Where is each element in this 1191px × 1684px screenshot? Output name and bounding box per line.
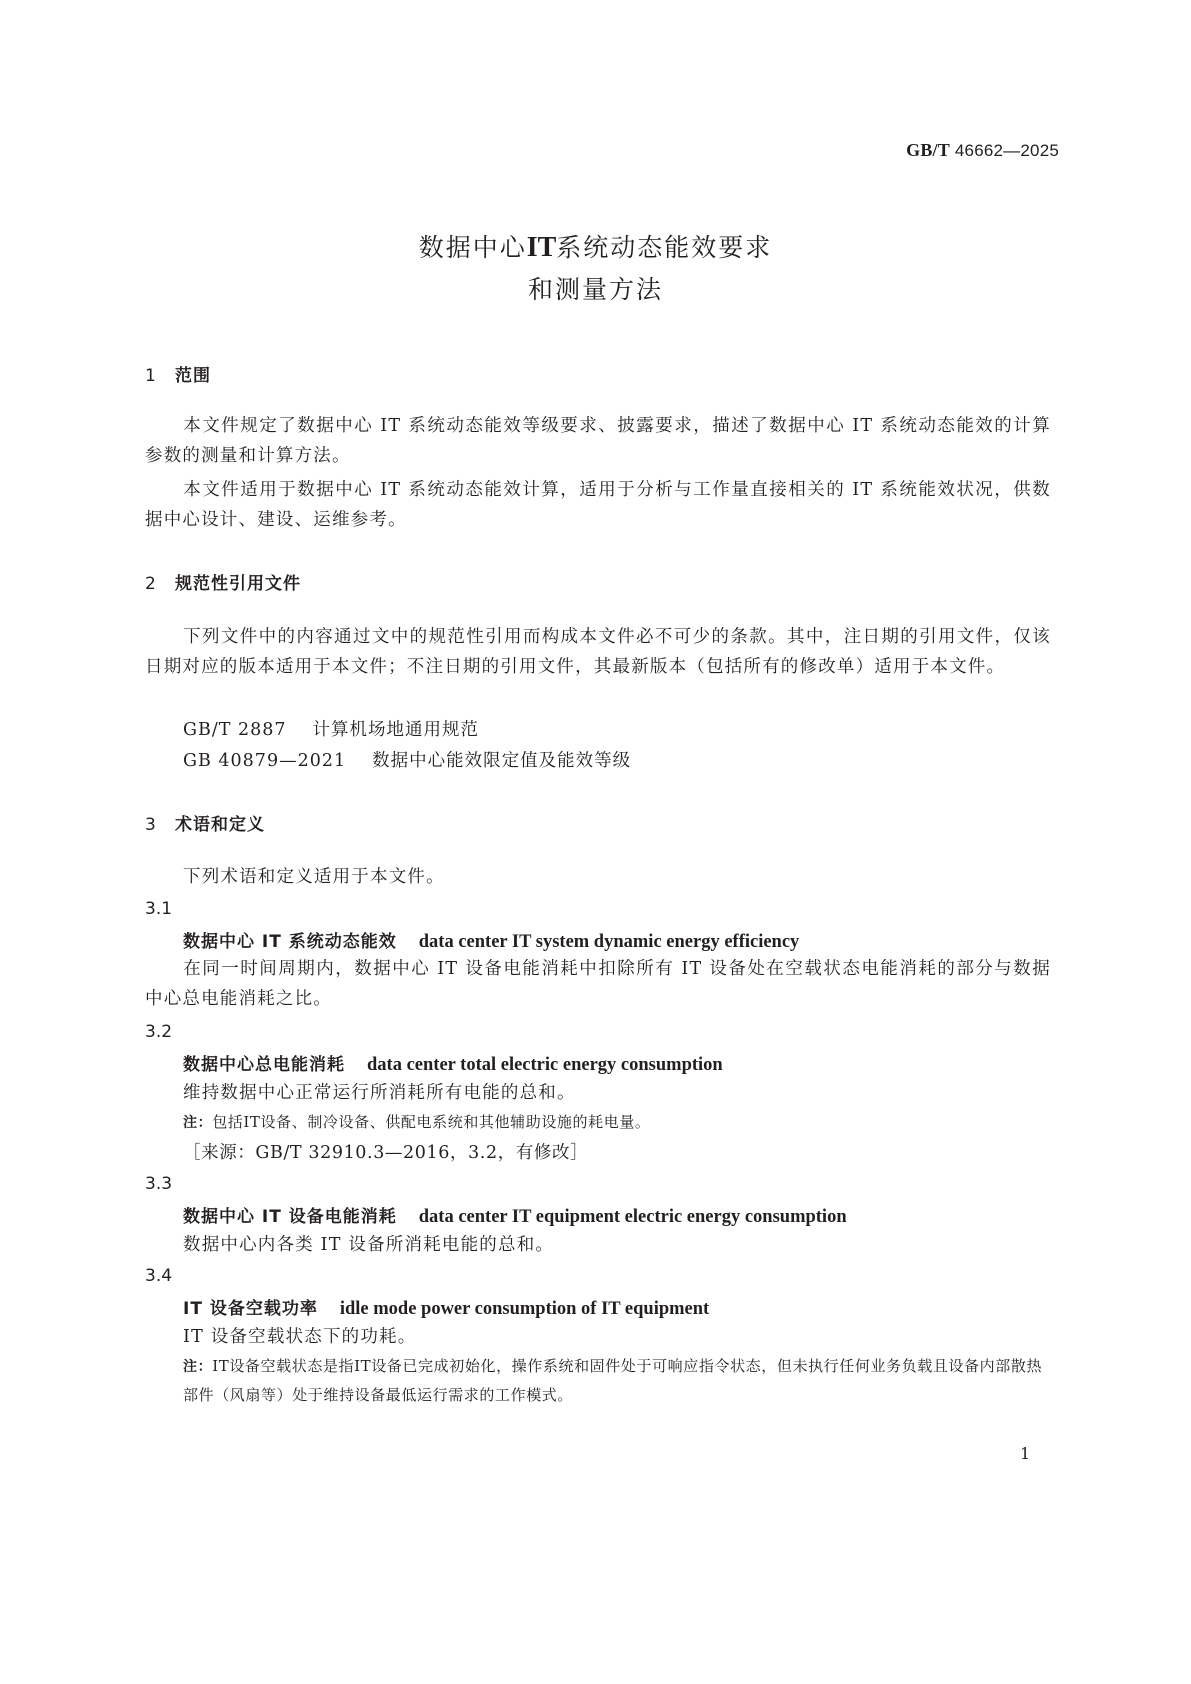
document-title-line1: 数据中心IT系统动态能效要求 [418, 232, 773, 263]
section-heading-terms: 3 术语和定义 [145, 815, 265, 835]
term-heading: 数据中心 IT 设备电能消耗 data center IT equipment electric energy consumption [183, 1207, 847, 1227]
scope-paragraph-2: 本文件适用于数据中心 IT 系统动态能效计算，适用于分析与工作量直接相关的 IT 系统能效状况，供数据中心设计、建设、运维参考。 [145, 480, 1051, 530]
clause-number: 3.2 [145, 1022, 173, 1042]
term-definition: 维持数据中心正常运行所消耗所有电能的总和。 [183, 1083, 576, 1103]
page-number: 1 [1020, 1444, 1031, 1463]
clause-number: 3.4 [145, 1266, 173, 1286]
term-heading: 数据中心 IT 系统动态能效 data center IT system dynamic energy efficiency [183, 932, 800, 952]
section-heading-scope: 1 范围 [145, 366, 211, 386]
normative-references-intro: 下列文件中的内容通过文中的规范性引用而构成本文件必不可少的条款。其中，注日期的引用文件，仅该日期对应的版本适用于本文件；不注日期的引用文件，其最新版本（包括所有的修改单）适用于本文件。 [145, 627, 1051, 677]
term-definition: 数据中心内各类 IT 设备所消耗电能的总和。 [183, 1235, 555, 1255]
clause-number: 3.3 [145, 1174, 173, 1194]
term-note: 注：包括IT设备、制冷设备、供配电系统和其他辅助设施的耗电量。 [183, 1113, 651, 1131]
document-title-line2: 和测量方法 [527, 275, 663, 304]
reference-item: GB/T 2887 计算机场地通用规范 [183, 720, 480, 740]
section-heading-normative-references: 2 规范性引用文件 [145, 574, 301, 594]
term-source: ［来源：GB/T 32910.3—2016，3.2，有修改］ [183, 1143, 589, 1163]
term-definition: IT 设备空载状态下的功耗。 [183, 1327, 417, 1347]
standard-prefix: GB/T [906, 140, 950, 160]
standard-number: 46662—2025 [954, 141, 1059, 160]
term-note: 注：IT设备空载状态是指IT设备已完成初始化，操作系统和固件处于可响应指令状态，但未执行任何业务负载且设备内部散热部件（风扇等）处于维持设备最低运行需求的工作模式。 [183, 1357, 1043, 1404]
term-definition: 在同一时间周期内，数据中心 IT 设备电能消耗中扣除所有 IT 设备处在空载状态电能消耗的部分与数据中心总电能消耗之比。 [145, 959, 1051, 1009]
terms-intro: 下列术语和定义适用于本文件。 [183, 867, 445, 887]
scope-paragraph-1: 本文件规定了数据中心 IT 系统动态能效等级要求、披露要求，描述了数据中心 IT 系统动态能效的计算参数的测量和计算方法。 [145, 416, 1051, 466]
clause-number: 3.1 [145, 899, 173, 919]
term-heading: IT 设备空载功率 idle mode power consumption of IT equipment [183, 1299, 710, 1319]
reference-item: GB 40879—2021 数据中心能效限定值及能效等级 [183, 751, 632, 771]
standard-code [906, 140, 1059, 161]
term-heading: 数据中心总电能消耗 data center total electric energy consumption [183, 1055, 723, 1075]
